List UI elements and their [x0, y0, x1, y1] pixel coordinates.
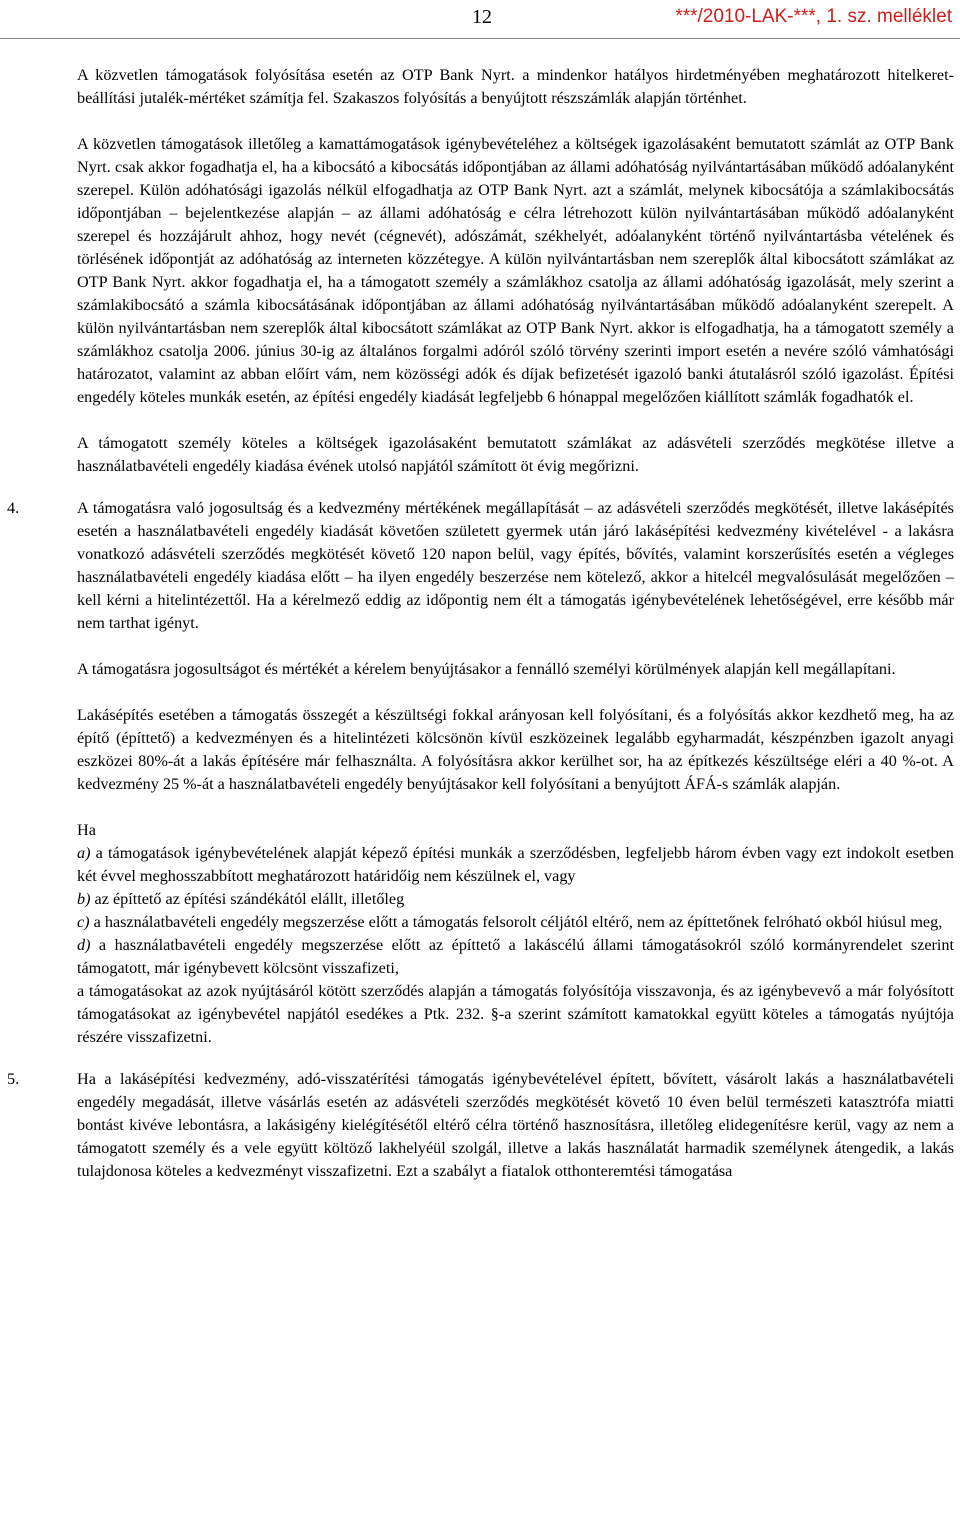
- section-4-paragraph-3: Lakásépítés esetében a támogatás összegét a készültségi fokkal arányosan kell folyósítani, és a folyósítás akkor kezdhető meg, ha az építő (építtető) a kedvezményen és a hitelintézeti kölcsönön kívül eszközeinek legalább egyharmadát, készpénzben igazolt anyagi eszközei 80%-át a lakás építésére már felhasználta. A folyósításra akkor kerülhet sor, ha az építkezés készültsége eléri a 40 %-ot. A kedvezmény 25 %-át a használatbavételi engedély benyújtásakor kell folyósítani a benyújtott ÁFÁ-s számlák alapján.: [77, 706, 954, 793]
- page-number: 12: [472, 6, 492, 28]
- paragraph-invoice-acceptance: A közvetlen támogatások illetőleg a kamattámogatások igénybevételéhez a költségek igazolásaként bemutatott számlát az OTP Bank Nyrt. csak akkor fogadhatja el, ha a kibocsátó a kibocsátás időpontjában az állami adóhatóság nyilvántartásában működő adóalanyként szerepel. Külön adóhatósági igazolás nélkül elfogadhatja az OTP Bank Nyrt. azt a számlát, melynek kibocsátója a számlakibocsátás időpontjában – bejelentkezése alapján – az állami adóhatóság e célra létrehozott külön nyilvántartásában működő adóalanyként szerepel és hozzájárult ahhoz, hogy nevét (cégnevét), adószámát, székhelyét, adóalanyként történő nyilvántartásba vételének és törlésének időpontját az adóhatóság az interneten közzétegye. A külön nyilvántartásban nem szereplők által kibocsátott számlákat az OTP Bank Nyrt. akkor fogadhatja el, ha a támogatott személy a számlákhoz csatolja az állami adóhatóság igazolását, mely szerint a számlakibocsátó a számla kibocsátásának időpontjában az állami adóhatóság nyilvántartásában működő adóalanyként szerepelt. A külön nyilvántartásban nem szereplők által kibocsátott számlákat az OTP Bank Nyrt. akkor is elfogadhatja, ha a támogatott személy a számlákhoz csatolja 2006. június 30-ig az általános forgalmi adóról szóló törvény szerinti import esetén a nevére szóló vámhatósági határozatot, valamint az abban előírt vám, nem közösségi adók és díjak befizetését igazoló banki átutalásról szóló igazolást. Építési engedély köteles munkák esetén, az építési engedély kiadását legfeljebb 6 hónappal megelőzően kiállított számlák fogadhatók el.: [77, 135, 954, 406]
- section-5-paragraph-1: Ha a lakásépítési kedvezmény, adó-visszatérítési támogatás igénybevételével épített, bővített, vásárolt lakás a használatbavételi engedély megadását, illetve vásárlás esetén az adásvételi szerződés megkötését követő 10 éven belül természeti katasztrófa miatti bontást kivéve lebontásra, a lakásigény kielégítésétől eltérő célra történő hasznosításra, illetőleg elidegenítésre kerül, vagy az nem a támogatott személy és a vele együtt költöző lakhelyéül szolgál, illetve a lakás használatát harmadik személynek átengedik, a lakás tulajdonosa köteles a kedvezményt visszafizetni. Ezt a szabályt a fiatalok otthonteremtési támogatása: [77, 1070, 954, 1180]
- condition-b: [77, 888, 954, 911]
- condition-b-label: b): [77, 890, 91, 908]
- condition-b-text: az építtető az építési szándékától elállt, illetőleg: [90, 890, 405, 908]
- section-4-consequence: a támogatásokat az azok nyújtásáról kötött szerződés alapján a támogatás folyósítója visszavonja, és az igénybevevő a már folyósított támogatásokat az igénybevétel napjától esedékes a Ptk. 232. §-a szerint számított kamatokkal együtt köteles a támogatás nyújtója részére visszafizetni.: [77, 982, 954, 1046]
- document-body: [7, 64, 954, 1183]
- section-5: [7, 1068, 954, 1183]
- condition-c-text: a használatbavételi engedély megszerzése előtt a támogatás felsorolt céljától eltérő, nem az építtetőnek felróható okból hiúsul meg,: [89, 913, 943, 931]
- condition-c: [77, 911, 954, 934]
- section-5-number: 5.: [7, 1070, 20, 1088]
- section-4-paragraph-2: A támogatásra jogosultságot és mértékét a kérelem benyújtásakor a fennálló személyi körülmények alapján kell megállapítani.: [77, 660, 896, 678]
- condition-a: [77, 842, 954, 888]
- page-header: [0, 4, 960, 34]
- condition-a-label: a): [77, 844, 91, 862]
- section-4-conditions-intro: Ha: [77, 821, 96, 839]
- paragraph-disbursement-fee: A közvetlen támogatások folyósítása esetén az OTP Bank Nyrt. a mindenkor hatályos hirdetményében meghatározott hitelkeret-beállítási jutalék-mértéket számítja fel. Szakaszos folyósítás a benyújtott részszámlák alapján történhet.: [77, 66, 954, 107]
- condition-a-text: a támogatások igénybevételének alapját képező építési munkák a szerződésben, legfeljebb három évben vagy ezt indokolt esetben két évvel meghosszabbított meghatározott határidőig nem készülnek el, vagy: [77, 844, 954, 885]
- section-4: [7, 497, 954, 635]
- condition-d: [77, 934, 954, 980]
- condition-d-label: d): [77, 936, 91, 954]
- section-4-paragraph-1: A támogatásra való jogosultság és a kedvezmény mértékének megállapítását – az adásvételi szerződés megkötését, illetve lakásépítés esetén a használatbavételi engedély kiadását követően született gyermek után járó lakásépítési kedvezmény kivételével - a lakásra vonatkozó adásvételi szerződés megkötését követő 120 napon belül, vagy építés, bővítés, valamint korszerűsítés esetén a végleges használatbavételi engedély kiadása előtt – ha ilyen engedély beszerzése nem kötelező, akkor a hitelcél megvalósulását megelőzően – kell kérni a hitelintézettől. Ha a kérelmező eddig az időpontig nem élt a támogatás igénybevételének lehetőségével, erre később már nem tarthat igényt.: [77, 499, 954, 632]
- condition-d-text: a használatbavételi engedély megszerzése előtt az építtető a lakáscélú állami támogatásokról szóló kormányrendelet szerint támogatott, már igénybevett kölcsönt visszafizeti,: [77, 936, 954, 977]
- section-4-number: 4.: [7, 499, 20, 517]
- header-divider: [0, 38, 960, 39]
- paragraph-invoice-retention: A támogatott személy köteles a költségek igazolásaként bemutatott számlákat az adásvételi szerződés megkötése illetve a használatbavételi engedély kiadása évének utolsó napjától számított öt évig megőrizni.: [77, 434, 954, 475]
- condition-c-label: c): [77, 913, 90, 931]
- document-reference: ***/2010-LAK-***, 1. sz. melléklet: [675, 6, 952, 27]
